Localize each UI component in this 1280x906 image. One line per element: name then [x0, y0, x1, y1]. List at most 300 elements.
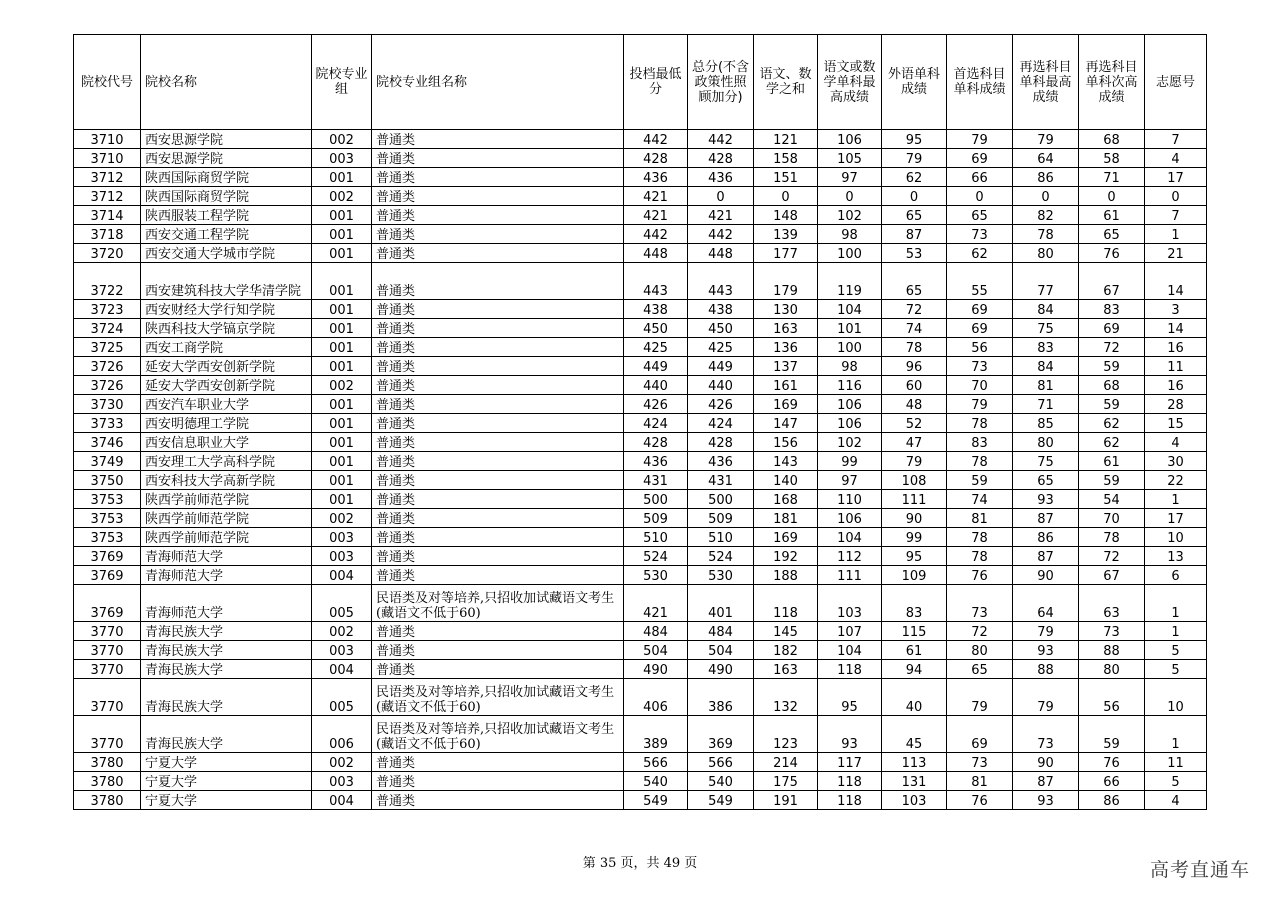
- cell-foreign-lang: 115: [882, 622, 947, 641]
- header-chinese-math-sum: 语文、数学之和: [754, 35, 818, 130]
- cell-primary-subject: 78: [947, 452, 1013, 471]
- cell-min-score: 421: [624, 585, 688, 622]
- cell-foreign-lang: 113: [882, 753, 947, 772]
- cell-second-max: 75: [1013, 319, 1079, 338]
- table-row: [74, 716, 1207, 753]
- cell-primary-subject: 55: [947, 263, 1013, 300]
- cell-group-code: 002: [312, 622, 372, 641]
- cell-group-code: 003: [312, 641, 372, 660]
- cell-chinese-math-sum: 181: [754, 509, 818, 528]
- cell-group-code: 005: [312, 585, 372, 622]
- cell-school-name: 陕西学前师范学院: [141, 490, 312, 509]
- table-row: [74, 187, 1207, 206]
- cell-school-name: 青海民族大学: [141, 641, 312, 660]
- cell-group-name: 普通类: [372, 225, 624, 244]
- cell-single-max: 102: [818, 206, 882, 225]
- cell-chinese-math-sum: 140: [754, 471, 818, 490]
- cell-foreign-lang: 90: [882, 509, 947, 528]
- cell-second-next: 59: [1079, 471, 1145, 490]
- cell-choice-no: 4: [1145, 149, 1207, 168]
- table-row: [74, 585, 1207, 622]
- cell-single-max: 116: [818, 376, 882, 395]
- cell-total-score: 450: [688, 319, 754, 338]
- cell-second-next: 73: [1079, 622, 1145, 641]
- cell-school-name: 西安思源学院: [141, 130, 312, 149]
- cell-group-code: 004: [312, 660, 372, 679]
- cell-group-code: 001: [312, 319, 372, 338]
- cell-code: 3723: [74, 300, 141, 319]
- cell-second-max: 71: [1013, 395, 1079, 414]
- cell-second-max: 75: [1013, 452, 1079, 471]
- cell-group-name: 普通类: [372, 300, 624, 319]
- cell-group-name: 普通类: [372, 130, 624, 149]
- cell-second-next: 80: [1079, 660, 1145, 679]
- cell-choice-no: 16: [1145, 338, 1207, 357]
- cell-second-next: 72: [1079, 547, 1145, 566]
- cell-min-score: 524: [624, 547, 688, 566]
- cell-primary-subject: 66: [947, 168, 1013, 187]
- cell-choice-no: 4: [1145, 791, 1207, 810]
- cell-min-score: 484: [624, 622, 688, 641]
- cell-school-name: 陕西国际商贸学院: [141, 168, 312, 187]
- cell-foreign-lang: 60: [882, 376, 947, 395]
- cell-min-score: 504: [624, 641, 688, 660]
- cell-choice-no: 17: [1145, 168, 1207, 187]
- cell-second-next: 68: [1079, 376, 1145, 395]
- cell-primary-subject: 79: [947, 395, 1013, 414]
- cell-school-name: 西安交通工程学院: [141, 225, 312, 244]
- cell-code: 3710: [74, 130, 141, 149]
- cell-total-score: 436: [688, 168, 754, 187]
- cell-total-score: 401: [688, 585, 754, 622]
- cell-chinese-math-sum: 145: [754, 622, 818, 641]
- cell-group-name: 民语类及对等培养,只招收加试藏语文考生(藏语文不低于60): [372, 716, 624, 753]
- cell-second-max: 83: [1013, 338, 1079, 357]
- cell-choice-no: 28: [1145, 395, 1207, 414]
- cell-total-score: 431: [688, 471, 754, 490]
- cell-choice-no: 11: [1145, 357, 1207, 376]
- cell-single-max: 104: [818, 528, 882, 547]
- cell-single-max: 0: [818, 187, 882, 206]
- cell-choice-no: 3: [1145, 300, 1207, 319]
- cell-second-max: 79: [1013, 130, 1079, 149]
- cell-school-name: 陕西学前师范学院: [141, 528, 312, 547]
- cell-second-next: 68: [1079, 130, 1145, 149]
- cell-group-name: 普通类: [372, 395, 624, 414]
- cell-total-score: 540: [688, 772, 754, 791]
- cell-group-code: 001: [312, 300, 372, 319]
- cell-primary-subject: 76: [947, 566, 1013, 585]
- table-row: [74, 338, 1207, 357]
- cell-single-max: 101: [818, 319, 882, 338]
- cell-foreign-lang: 72: [882, 300, 947, 319]
- cell-second-next: 56: [1079, 679, 1145, 716]
- cell-group-name: 普通类: [372, 528, 624, 547]
- cell-code: 3725: [74, 338, 141, 357]
- cell-group-code: 003: [312, 528, 372, 547]
- cell-total-score: 443: [688, 263, 754, 300]
- cell-single-max: 97: [818, 168, 882, 187]
- cell-second-max: 84: [1013, 300, 1079, 319]
- cell-second-max: 86: [1013, 168, 1079, 187]
- cell-group-code: 002: [312, 753, 372, 772]
- cell-chinese-math-sum: 123: [754, 716, 818, 753]
- cell-total-score: 436: [688, 452, 754, 471]
- cell-second-next: 70: [1079, 509, 1145, 528]
- cell-primary-subject: 73: [947, 753, 1013, 772]
- table-row: [74, 660, 1207, 679]
- cell-min-score: 490: [624, 660, 688, 679]
- table-row: [74, 641, 1207, 660]
- header-single-max: 语文或数学单科最高成绩: [818, 35, 882, 130]
- cell-code: 3769: [74, 547, 141, 566]
- cell-school-name: 陕西服装工程学院: [141, 206, 312, 225]
- cell-choice-no: 10: [1145, 528, 1207, 547]
- cell-code: 3780: [74, 791, 141, 810]
- cell-choice-no: 5: [1145, 772, 1207, 791]
- cell-primary-subject: 56: [947, 338, 1013, 357]
- cell-single-max: 106: [818, 395, 882, 414]
- cell-foreign-lang: 74: [882, 319, 947, 338]
- cell-school-name: 青海民族大学: [141, 622, 312, 641]
- cell-group-name: 民语类及对等培养,只招收加试藏语文考生(藏语文不低于60): [372, 585, 624, 622]
- cell-single-max: 104: [818, 300, 882, 319]
- table-row: [74, 130, 1207, 149]
- cell-group-code: 003: [312, 149, 372, 168]
- cell-foreign-lang: 61: [882, 641, 947, 660]
- cell-second-next: 54: [1079, 490, 1145, 509]
- cell-total-score: 428: [688, 433, 754, 452]
- cell-school-name: 西安建筑科技大学华清学院: [141, 263, 312, 300]
- cell-code: 3770: [74, 716, 141, 753]
- cell-second-next: 69: [1079, 319, 1145, 338]
- cell-min-score: 431: [624, 471, 688, 490]
- cell-min-score: 566: [624, 753, 688, 772]
- cell-chinese-math-sum: 136: [754, 338, 818, 357]
- cell-choice-no: 17: [1145, 509, 1207, 528]
- cell-primary-subject: 69: [947, 300, 1013, 319]
- cell-single-max: 106: [818, 414, 882, 433]
- cell-group-code: 001: [312, 452, 372, 471]
- header-choice-no: 志愿号: [1145, 35, 1207, 130]
- cell-chinese-math-sum: 161: [754, 376, 818, 395]
- cell-school-name: 西安财经大学行知学院: [141, 300, 312, 319]
- cell-second-max: 93: [1013, 641, 1079, 660]
- cell-school-name: 青海师范大学: [141, 585, 312, 622]
- header-group-name: 院校专业组名称: [372, 35, 624, 130]
- cell-primary-subject: 65: [947, 206, 1013, 225]
- cell-min-score: 540: [624, 772, 688, 791]
- table-row: [74, 509, 1207, 528]
- cell-group-name: 普通类: [372, 263, 624, 300]
- cell-second-next: 78: [1079, 528, 1145, 547]
- cell-total-score: 442: [688, 225, 754, 244]
- cell-school-name: 宁夏大学: [141, 772, 312, 791]
- cell-choice-no: 21: [1145, 244, 1207, 263]
- cell-total-score: 566: [688, 753, 754, 772]
- cell-group-name: 普通类: [372, 168, 624, 187]
- cell-school-name: 西安工商学院: [141, 338, 312, 357]
- cell-single-max: 117: [818, 753, 882, 772]
- cell-choice-no: 7: [1145, 206, 1207, 225]
- cell-group-code: 004: [312, 566, 372, 585]
- cell-second-max: 84: [1013, 357, 1079, 376]
- cell-code: 3753: [74, 528, 141, 547]
- cell-total-score: 490: [688, 660, 754, 679]
- cell-group-code: 006: [312, 716, 372, 753]
- cell-choice-no: 7: [1145, 130, 1207, 149]
- cell-code: 3712: [74, 168, 141, 187]
- cell-group-name: 普通类: [372, 452, 624, 471]
- cell-chinese-math-sum: 118: [754, 585, 818, 622]
- cell-chinese-math-sum: 177: [754, 244, 818, 263]
- cell-school-name: 陕西国际商贸学院: [141, 187, 312, 206]
- cell-group-name: 普通类: [372, 414, 624, 433]
- cell-group-name: 普通类: [372, 338, 624, 357]
- cell-code: 3730: [74, 395, 141, 414]
- cell-chinese-math-sum: 0: [754, 187, 818, 206]
- cell-total-score: 440: [688, 376, 754, 395]
- cell-school-name: 陕西科技大学镐京学院: [141, 319, 312, 338]
- cell-total-score: 426: [688, 395, 754, 414]
- cell-primary-subject: 80: [947, 641, 1013, 660]
- cell-total-score: 442: [688, 130, 754, 149]
- cell-group-code: 001: [312, 395, 372, 414]
- table-row: [74, 753, 1207, 772]
- cell-min-score: 428: [624, 149, 688, 168]
- cell-single-max: 97: [818, 471, 882, 490]
- cell-chinese-math-sum: 139: [754, 225, 818, 244]
- table-row: [74, 679, 1207, 716]
- cell-min-score: 436: [624, 168, 688, 187]
- cell-group-name: 普通类: [372, 791, 624, 810]
- cell-school-name: 西安思源学院: [141, 149, 312, 168]
- cell-foreign-lang: 108: [882, 471, 947, 490]
- cell-foreign-lang: 111: [882, 490, 947, 509]
- cell-second-next: 61: [1079, 452, 1145, 471]
- cell-min-score: 442: [624, 130, 688, 149]
- cell-school-name: 西安科技大学高新学院: [141, 471, 312, 490]
- cell-total-score: 369: [688, 716, 754, 753]
- cell-primary-subject: 0: [947, 187, 1013, 206]
- cell-primary-subject: 69: [947, 149, 1013, 168]
- cell-min-score: 442: [624, 225, 688, 244]
- cell-school-name: 西安信息职业大学: [141, 433, 312, 452]
- cell-choice-no: 30: [1145, 452, 1207, 471]
- cell-single-max: 105: [818, 149, 882, 168]
- cell-group-name: 普通类: [372, 433, 624, 452]
- cell-primary-subject: 69: [947, 319, 1013, 338]
- cell-second-max: 88: [1013, 660, 1079, 679]
- cell-second-max: 64: [1013, 585, 1079, 622]
- cell-school-name: 青海师范大学: [141, 566, 312, 585]
- cell-school-name: 西安理工大学高科学院: [141, 452, 312, 471]
- cell-total-score: 549: [688, 791, 754, 810]
- cell-second-next: 59: [1079, 357, 1145, 376]
- cell-code: 3733: [74, 414, 141, 433]
- cell-foreign-lang: 99: [882, 528, 947, 547]
- cell-second-next: 76: [1079, 753, 1145, 772]
- cell-chinese-math-sum: 188: [754, 566, 818, 585]
- cell-choice-no: 11: [1145, 753, 1207, 772]
- cell-min-score: 389: [624, 716, 688, 753]
- cell-foreign-lang: 53: [882, 244, 947, 263]
- cell-code: 3746: [74, 433, 141, 452]
- cell-foreign-lang: 52: [882, 414, 947, 433]
- cell-code: 3780: [74, 772, 141, 791]
- cell-foreign-lang: 79: [882, 149, 947, 168]
- table-row: [74, 622, 1207, 641]
- header-code: 院校代号: [74, 35, 141, 130]
- header-group-code: 院校专业组: [312, 35, 372, 130]
- cell-single-max: 110: [818, 490, 882, 509]
- cell-single-max: 119: [818, 263, 882, 300]
- cell-group-code: 001: [312, 206, 372, 225]
- cell-group-name: 普通类: [372, 149, 624, 168]
- table-row: [74, 490, 1207, 509]
- cell-group-code: 005: [312, 679, 372, 716]
- cell-group-name: 普通类: [372, 753, 624, 772]
- cell-second-next: 66: [1079, 772, 1145, 791]
- cell-total-score: 504: [688, 641, 754, 660]
- cell-code: 3720: [74, 244, 141, 263]
- table-row: [74, 772, 1207, 791]
- cell-choice-no: 16: [1145, 376, 1207, 395]
- header-total-score: 总分(不含政策性照顾加分): [688, 35, 754, 130]
- cell-min-score: 428: [624, 433, 688, 452]
- cell-total-score: 428: [688, 149, 754, 168]
- header-second-max: 再选科目单科最高成绩: [1013, 35, 1079, 130]
- cell-chinese-math-sum: 182: [754, 641, 818, 660]
- cell-primary-subject: 69: [947, 716, 1013, 753]
- cell-group-code: 001: [312, 433, 372, 452]
- cell-primary-subject: 65: [947, 660, 1013, 679]
- cell-group-name: 民语类及对等培养,只招收加试藏语文考生(藏语文不低于60): [372, 679, 624, 716]
- cell-group-code: 002: [312, 509, 372, 528]
- cell-single-max: 106: [818, 130, 882, 149]
- cell-school-name: 青海师范大学: [141, 547, 312, 566]
- cell-total-score: 500: [688, 490, 754, 509]
- header-min-score: 投档最低分: [624, 35, 688, 130]
- page-footer: 第 35 页，共 49 页: [582, 856, 698, 871]
- cell-code: 3750: [74, 471, 141, 490]
- cell-min-score: 438: [624, 300, 688, 319]
- cell-group-name: 普通类: [372, 187, 624, 206]
- cell-code: 3753: [74, 490, 141, 509]
- cell-foreign-lang: 62: [882, 168, 947, 187]
- cell-choice-no: 6: [1145, 566, 1207, 585]
- cell-foreign-lang: 78: [882, 338, 947, 357]
- cell-code: 3769: [74, 585, 141, 622]
- cell-chinese-math-sum: 175: [754, 772, 818, 791]
- cell-choice-no: 1: [1145, 716, 1207, 753]
- cell-code: 3749: [74, 452, 141, 471]
- cell-choice-no: 1: [1145, 490, 1207, 509]
- cell-second-max: 73: [1013, 716, 1079, 753]
- cell-second-max: 85: [1013, 414, 1079, 433]
- cell-code: 3714: [74, 206, 141, 225]
- table-row: [74, 433, 1207, 452]
- cell-code: 3780: [74, 753, 141, 772]
- table-row: [74, 566, 1207, 585]
- cell-second-max: 79: [1013, 679, 1079, 716]
- cell-choice-no: 14: [1145, 319, 1207, 338]
- cell-min-score: 421: [624, 187, 688, 206]
- cell-primary-subject: 73: [947, 585, 1013, 622]
- cell-group-name: 普通类: [372, 622, 624, 641]
- cell-foreign-lang: 40: [882, 679, 947, 716]
- cell-code: 3718: [74, 225, 141, 244]
- cell-second-next: 76: [1079, 244, 1145, 263]
- cell-choice-no: 15: [1145, 414, 1207, 433]
- cell-school-name: 西安交通大学城市学院: [141, 244, 312, 263]
- cell-single-max: 118: [818, 772, 882, 791]
- cell-single-max: 118: [818, 660, 882, 679]
- table-row: [74, 149, 1207, 168]
- cell-second-max: 80: [1013, 244, 1079, 263]
- cell-primary-subject: 59: [947, 471, 1013, 490]
- table-row: [74, 168, 1207, 187]
- cell-foreign-lang: 47: [882, 433, 947, 452]
- table-row: [74, 225, 1207, 244]
- cell-min-score: 449: [624, 357, 688, 376]
- cell-min-score: 426: [624, 395, 688, 414]
- cell-code: 3753: [74, 509, 141, 528]
- cell-foreign-lang: 0: [882, 187, 947, 206]
- cell-foreign-lang: 103: [882, 791, 947, 810]
- cell-group-code: 002: [312, 130, 372, 149]
- cell-choice-no: 10: [1145, 679, 1207, 716]
- cell-single-max: 100: [818, 338, 882, 357]
- cell-second-max: 86: [1013, 528, 1079, 547]
- cell-choice-no: 5: [1145, 641, 1207, 660]
- cell-second-max: 87: [1013, 547, 1079, 566]
- cell-chinese-math-sum: 156: [754, 433, 818, 452]
- cell-choice-no: 4: [1145, 433, 1207, 452]
- cell-group-code: 003: [312, 772, 372, 791]
- cell-single-max: 111: [818, 566, 882, 585]
- cell-second-next: 72: [1079, 338, 1145, 357]
- cell-code: 3722: [74, 263, 141, 300]
- table-row: [74, 357, 1207, 376]
- cell-chinese-math-sum: 130: [754, 300, 818, 319]
- cell-chinese-math-sum: 143: [754, 452, 818, 471]
- cell-primary-subject: 76: [947, 791, 1013, 810]
- cell-total-score: 448: [688, 244, 754, 263]
- table-row: [74, 547, 1207, 566]
- cell-group-name: 普通类: [372, 490, 624, 509]
- cell-single-max: 100: [818, 244, 882, 263]
- cell-primary-subject: 70: [947, 376, 1013, 395]
- cell-single-max: 102: [818, 433, 882, 452]
- table-body: [74, 130, 1207, 810]
- cell-min-score: 440: [624, 376, 688, 395]
- cell-total-score: 425: [688, 338, 754, 357]
- cell-second-max: 87: [1013, 772, 1079, 791]
- cell-total-score: 449: [688, 357, 754, 376]
- cell-total-score: 509: [688, 509, 754, 528]
- cell-primary-subject: 78: [947, 528, 1013, 547]
- cell-group-name: 普通类: [372, 641, 624, 660]
- cell-min-score: 424: [624, 414, 688, 433]
- header-school-name: 院校名称: [141, 35, 312, 130]
- cell-foreign-lang: 83: [882, 585, 947, 622]
- cell-choice-no: 14: [1145, 263, 1207, 300]
- cell-single-max: 118: [818, 791, 882, 810]
- cell-second-next: 67: [1079, 263, 1145, 300]
- cell-second-max: 79: [1013, 622, 1079, 641]
- cell-choice-no: 0: [1145, 187, 1207, 206]
